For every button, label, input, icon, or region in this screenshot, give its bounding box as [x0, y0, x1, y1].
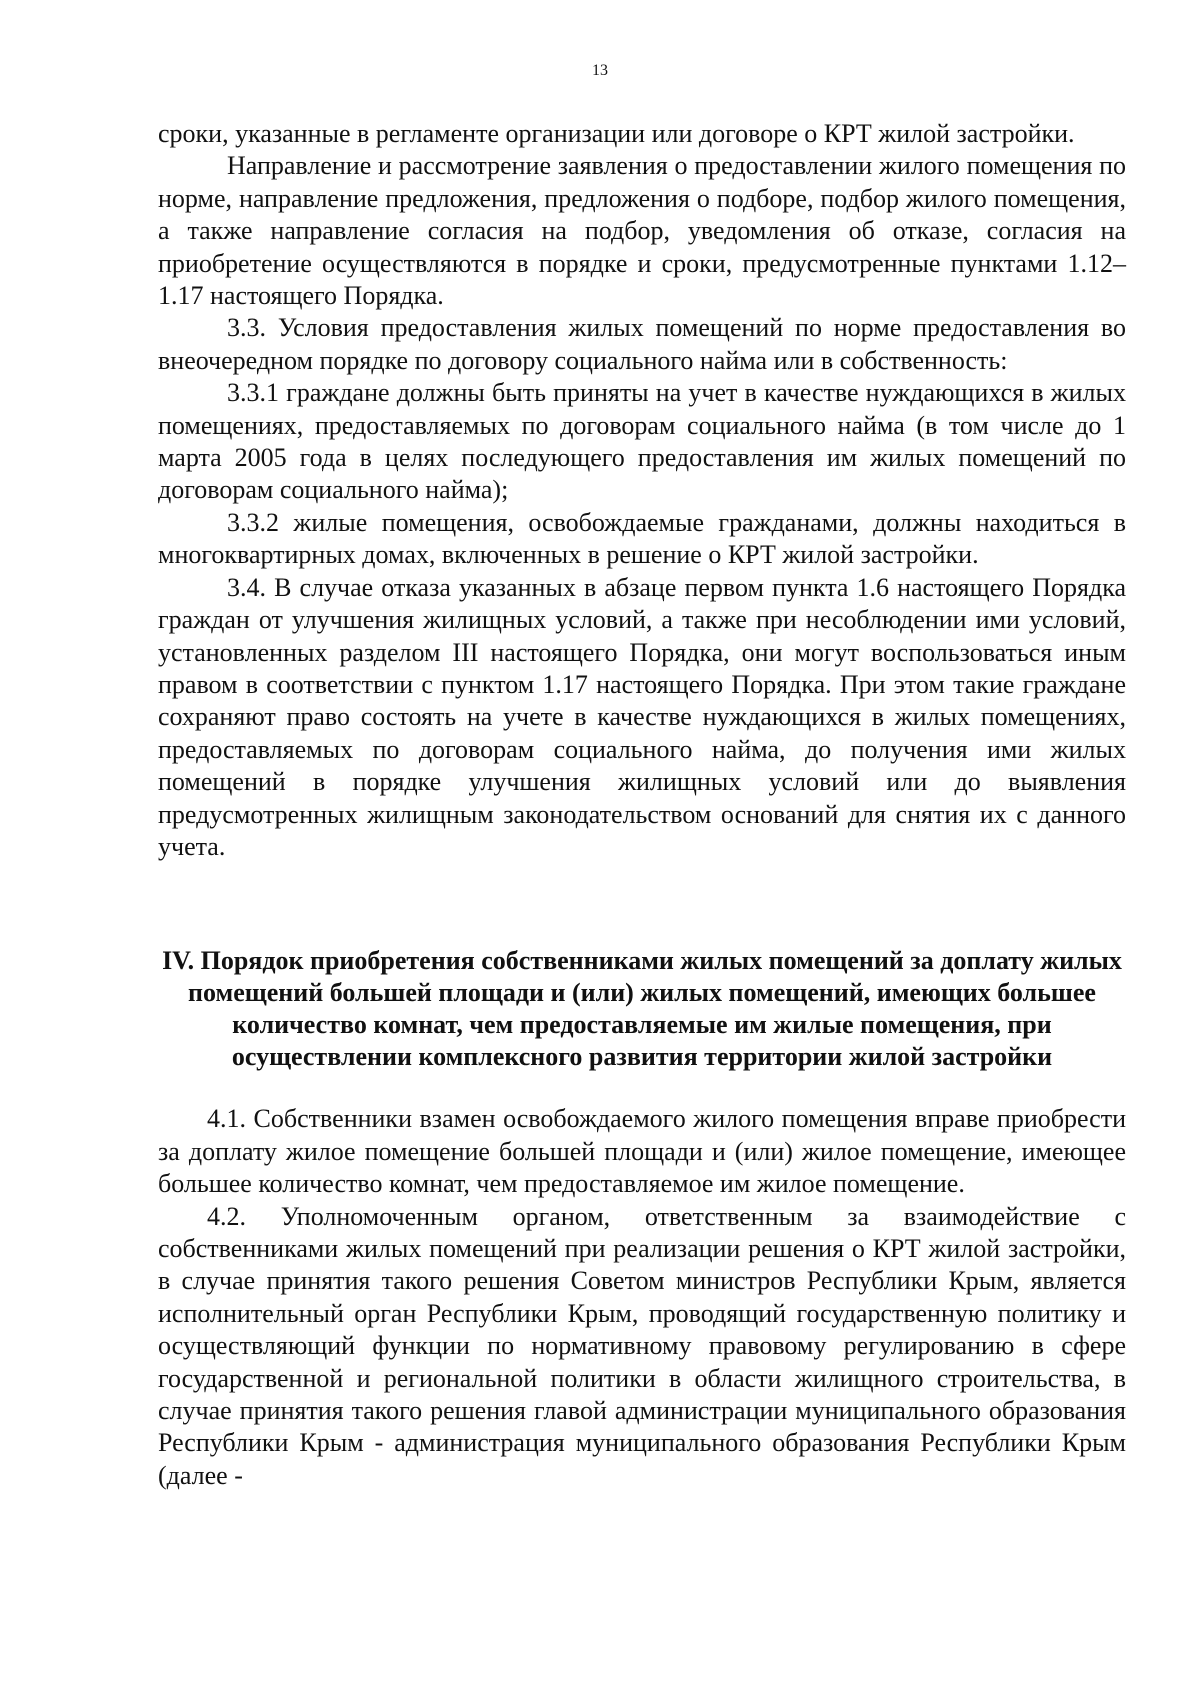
document-body: [158, 118, 1126, 1492]
paragraph-application-procedure: Направление и рассмотрение заявления о предоставлении жилого помещения по норме, направление предложения, предложения о подборе, подбор жилого помещения, а также направление согласия на подбор, уведомления об отказе, согласия на приобретение осуществляются в порядке и сроки, предусмотренные пунктами 1.12–1.17 настоящего Порядка.: [158, 151, 1126, 311]
section-heading-iv: IV. Порядок приобретения собственниками жилых помещений за доплату жилых помещений большей площади и (или) жилых помещений, имеющих большее количество комнат, чем предоставляемые им жилые помещения, при осуществлении комплексного развития территории жилой застройки: [162, 946, 1122, 1072]
paragraph-3-3-2: 3.3.2 жилые помещения, освобождаемые гражданами, должны находиться в многоквартирных домах, включенных в решение о КРТ жилой застройки.: [158, 507, 1126, 570]
paragraph-3-4: 3.4. В случае отказа указанных в абзаце первом пункта 1.6 настоящего Порядка граждан от улучшения жилищных условий, а также при несоблюдении ими условий, установленных разделом III настоящего Порядка, они могут воспользоваться иным правом в соответствии с пунктом 1.17 настоящего Порядка. При этом такие граждане сохраняют право состоять на учете в качестве нуждающихся в жилых помещениях, предоставляемых по договорам социального найма, до получения ими жилых помещений в порядке улучшения жилищных условий или до выявления предусмотренных жилищным законодательством оснований для снятия их с данного учета.: [158, 572, 1126, 861]
paragraph-continuation: сроки, указанные в регламенте организации или договоре о КРТ жилой застройки.: [158, 119, 1075, 148]
paragraph-4-2: 4.2. Уполномоченным органом, ответственным за взаимодействие с собственниками жилых помещений при реализации решения о КРТ жилой застройки, в случае принятия такого решения Советом министров Республики Крым, является исполнительный орган Республики Крым, проводящий государственную политику и осуществляющий функции по нормативному правовому регулированию в сфере государственной и региональной политики в области жилищного строительства, в случае принятия такого решения главой администрации муниципального образования Республики Крым - администрация муниципального образования Республики Крым (далее -: [158, 1201, 1126, 1490]
paragraph-3-3: 3.3. Условия предоставления жилых помещений по норме предоставления во внеочередном порядке по договору социального найма или в собственность:: [158, 313, 1126, 375]
page-number: 13: [592, 62, 608, 79]
paragraph-4-1: 4.1. Собственники взамен освобождаемого жилого помещения вправе приобрести за доплату жилое помещение большей площади и (или) жилое помещение, имеющее большее количество комнат, чем предоставляемое им жилое помещение.: [158, 1104, 1126, 1199]
paragraph-3-3-1: 3.3.1 граждане должны быть приняты на учет в качестве нуждающихся в жилых помещениях, предоставляемых по договорам социального найма (в том числе до 1 марта 2005 года в целях последующего предоставления им жилых помещений по договорам социального найма);: [158, 378, 1126, 505]
